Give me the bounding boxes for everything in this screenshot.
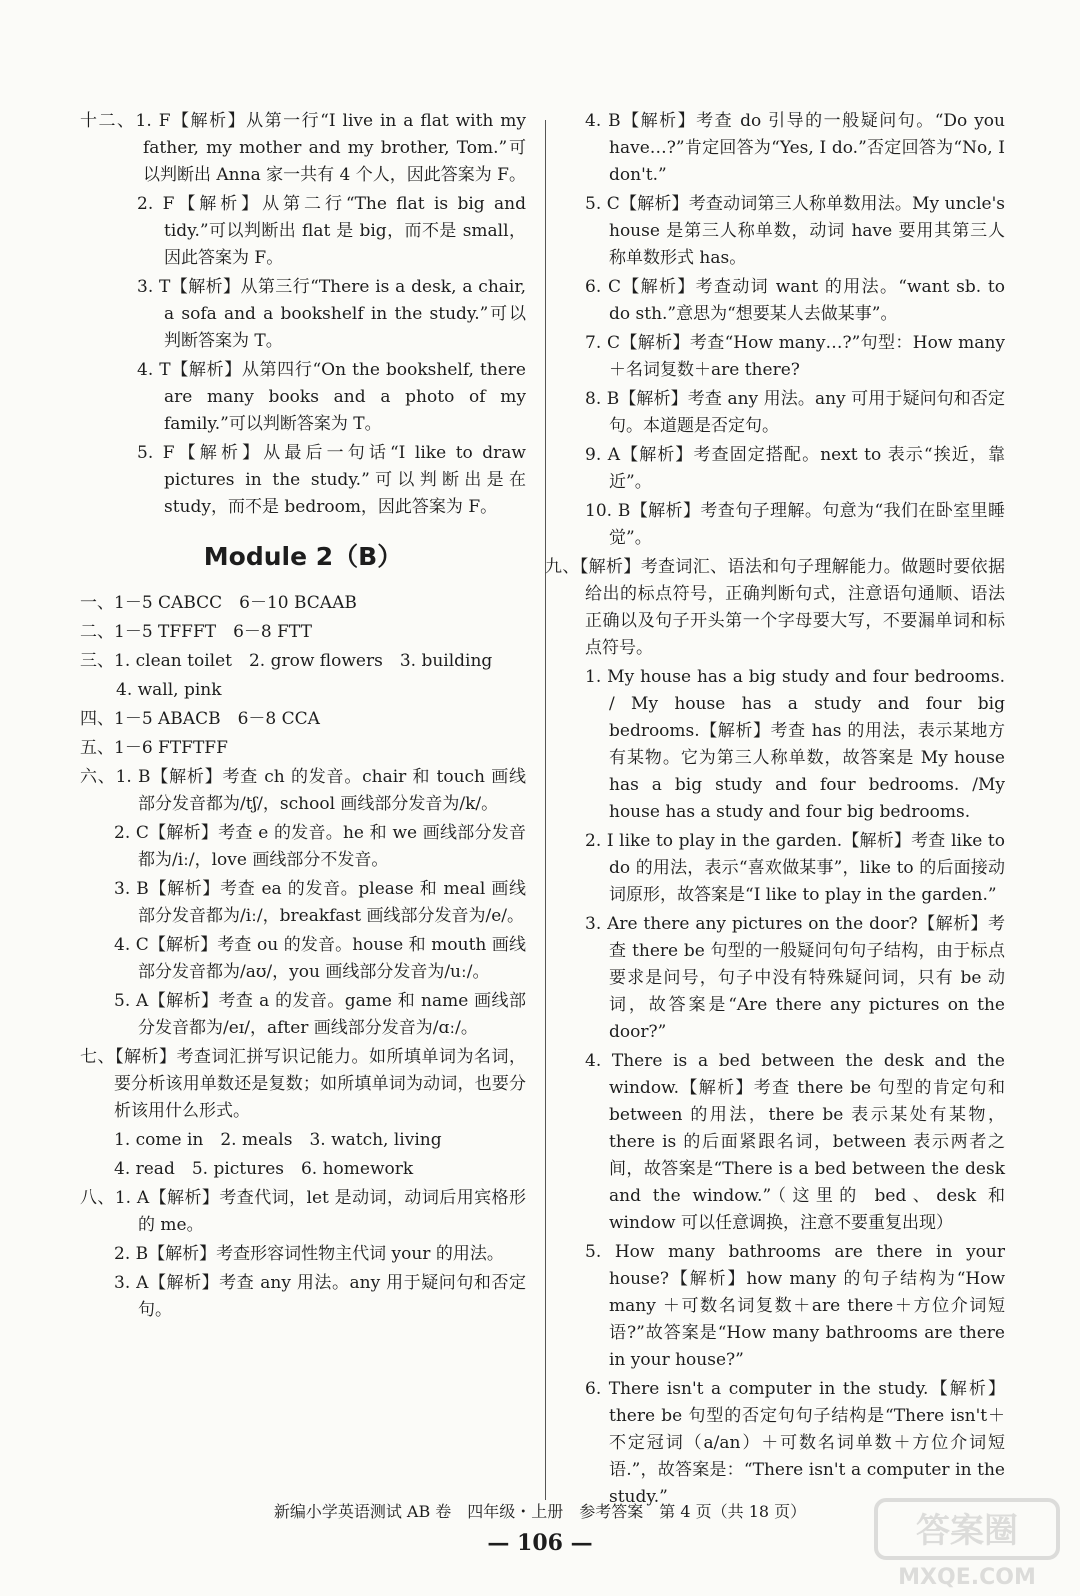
answers-sec1: 一、1－5 CABCC 6－10 BCAAB [80, 593, 357, 613]
sec12-q3: 3. T【解析】从第三行“There is a desk, a chair, a sofa and a bookshelf in the study.”可以判断答案为 T。 [137, 277, 526, 351]
sec12-q1: 十二、1. F【解析】从第一行“I live in a flat with my father, my mother and my brother, Tom.”可以判断出 Anna 家一共有 4 个人，因此答案为 F。 [80, 111, 526, 185]
left-column [80, 108, 526, 1326]
footer-title: 新编小学英语测试 AB 卷 四年级・上册 参考答案 第 4 页（共 18 页） [273, 1502, 807, 1521]
module-heading: Module 2（B） [203, 542, 403, 571]
sec8-q9: 9. A【解析】考查固定搭配。next to 表示“挨近，靠近”。 [585, 445, 1005, 492]
sec9-q6: 6. There isn't a computer in the study.【解析】there be 句型的否定句句子结构是“There isn't＋不定冠词（a/an）＋可数名词单数＋方位介词短语.”，故答案是：“There isn't a computer in the study.” [585, 1379, 1005, 1507]
sec6-q1: 六、1. B【解析】考查 ch 的发音。chair 和 touch 画线部分发音都为/tʃ/，school 画线部分发音为/k/。 [80, 767, 526, 814]
sec9-q2: 2. I like to play in the garden.【解析】考查 like to do 的用法，表示“喜欢做某事”，like to 的后面接动词原形，故答案是“I like to play in the garden.” [585, 831, 1005, 905]
sec8-q7: 7. C【解析】考查“How many…?”句型：How many ＋名词复数＋are there? [585, 333, 1005, 380]
sec8-q1: 八、1. A【解析】考查代词，let 是动词，动词后用宾格形的 me。 [80, 1188, 526, 1235]
sec6-q4: 4. C【解析】考查 ou 的发音。house 和 mouth 画线部分发音都为/aʊ/，you 画线部分发音为/uː/。 [114, 935, 526, 982]
answers-sec5: 五、1－6 FTFTFF [80, 738, 228, 758]
sec9-q3: 3. Are there any pictures on the door?【解析】考查 there be 句型的一般疑问句句子结构，由于标点要求是问号，句子中没有特殊疑问词，只有 be 动词，故答案是“Are there any pictures on the door?” [585, 914, 1005, 1042]
sec9-q4: 4. There is a bed between the desk and the window.【解析】考查 there be 句型的肯定句和 between 的用法，there be 表示某处有某物，there is 的后面紧跟名词，between 表示两者之间，故答案是“There is a bed between the desk and the window.”（这里的 bed、desk 和 window 可以任意调换，注意不要重复出现） [585, 1051, 1005, 1233]
sec6-q3: 3. B【解析】考查 ea 的发音。please 和 meal 画线部分发音都为/iː/，breakfast 画线部分发音为/e/。 [114, 879, 526, 926]
sec7-intro: 七、【解析】考查词汇拼写识记能力。如所填单词为名词，要分析该用单数还是复数；如所填单词为动词，也要分析该用什么形式。 [80, 1047, 526, 1121]
right-column [545, 108, 1005, 1513]
sec8-q4: 4. B【解析】考查 do 引导的一般疑问句。“Do you have…?”肯定回答为“Yes, I do.”否定回答为“No, I don't.” [585, 111, 1005, 185]
sec8-q2: 2. B【解析】考查形容词性物主代词 your 的用法。 [114, 1244, 504, 1264]
answers-sec3a: 三、1. clean toilet 2. grow flowers 3. building [80, 651, 493, 671]
sec9-q1: 1. My house has a big study and four bedrooms. / My house has a study and four big bedrooms.【解析】考查 has 的用法，表示某地方有某物。它为第三人称单数，故答案是 My house has a big study and four bedrooms. /My house has a study and four big bedrooms. [585, 667, 1005, 822]
sec6-q5: 5. A【解析】考查 a 的发音。game 和 name 画线部分发音都为/eɪ/，after 画线部分发音为/ɑː/。 [114, 991, 526, 1038]
answers-sec2: 二、1－5 TFFFT 6－8 FTT [80, 622, 312, 642]
column-divider [545, 120, 546, 1500]
answers-sec3b: 4. wall, pink [116, 680, 222, 700]
sec9-q5: 5. How many bathrooms are there in your house?【解析】how many 的句子结构为“How many ＋可数名词复数＋are there＋方位介词短语?”故答案是“How many bathrooms are there in your house?” [585, 1242, 1005, 1370]
page-number: — 106 — [487, 1530, 593, 1556]
sec8-q8: 8. B【解析】考查 any 用法。any 可用于疑问句和否定句。本道题是否定句。 [585, 389, 1005, 436]
sec8-q3: 3. A【解析】考查 any 用法。any 用于疑问句和否定句。 [114, 1273, 526, 1320]
sec8-q6: 6. C【解析】考查动词 want 的用法。“want sb. to do sth.”意思为“想要某人去做某事”。 [585, 277, 1005, 324]
sec6-q2: 2. C【解析】考查 e 的发音。he 和 we 画线部分发音都为/iː/，love 画线部分不发音。 [114, 823, 526, 870]
sec8-q5: 5. C【解析】考查动词第三人称单数用法。My uncle's house 是第三人称单数，动词 have 要用其第三人称单数形式 has。 [585, 194, 1005, 268]
watermark-logo [872, 1496, 1062, 1592]
sec7-answers-2: 4. read 5. pictures 6. homework [114, 1159, 414, 1179]
watermark-text: 答案圈 [916, 1511, 1018, 1551]
sec12-q4: 4. T【解析】从第四行“On the bookshelf, there are many books and a photo of my family.”可以判断答案为 T。 [137, 360, 526, 434]
sec12-q5: 5. F【解析】从最后一句话“I like to draw pictures in the study.”可以判断出是在 study，而不是 bedroom，因此答案为 F。 [137, 443, 526, 517]
sec7-answers-1: 1. come in 2. meals 3. watch, living [114, 1130, 442, 1150]
watermark-logo-icon [872, 1496, 1062, 1592]
sec8-q10: 10. B【解析】考查句子理解。句意为“我们在卧室里睡觉”。 [585, 501, 1005, 548]
sec12-q2: 2. F【解析】从第二行“The flat is big and tidy.”可以判断出 flat 是 big，而不是 small，因此答案为 F。 [137, 194, 526, 268]
answers-sec4: 四、1－5 ABACB 6－8 CCA [80, 709, 320, 729]
sec9-intro: 九、【解析】考查词汇、语法和句子理解能力。做题时要依据给出的标点符号，正确判断句式，注意语句通顺、语法正确以及句子开头第一个字母要大写，不要漏单词和标点符号。 [545, 557, 1005, 658]
watermark-url: MXQE.COM [898, 1565, 1036, 1590]
